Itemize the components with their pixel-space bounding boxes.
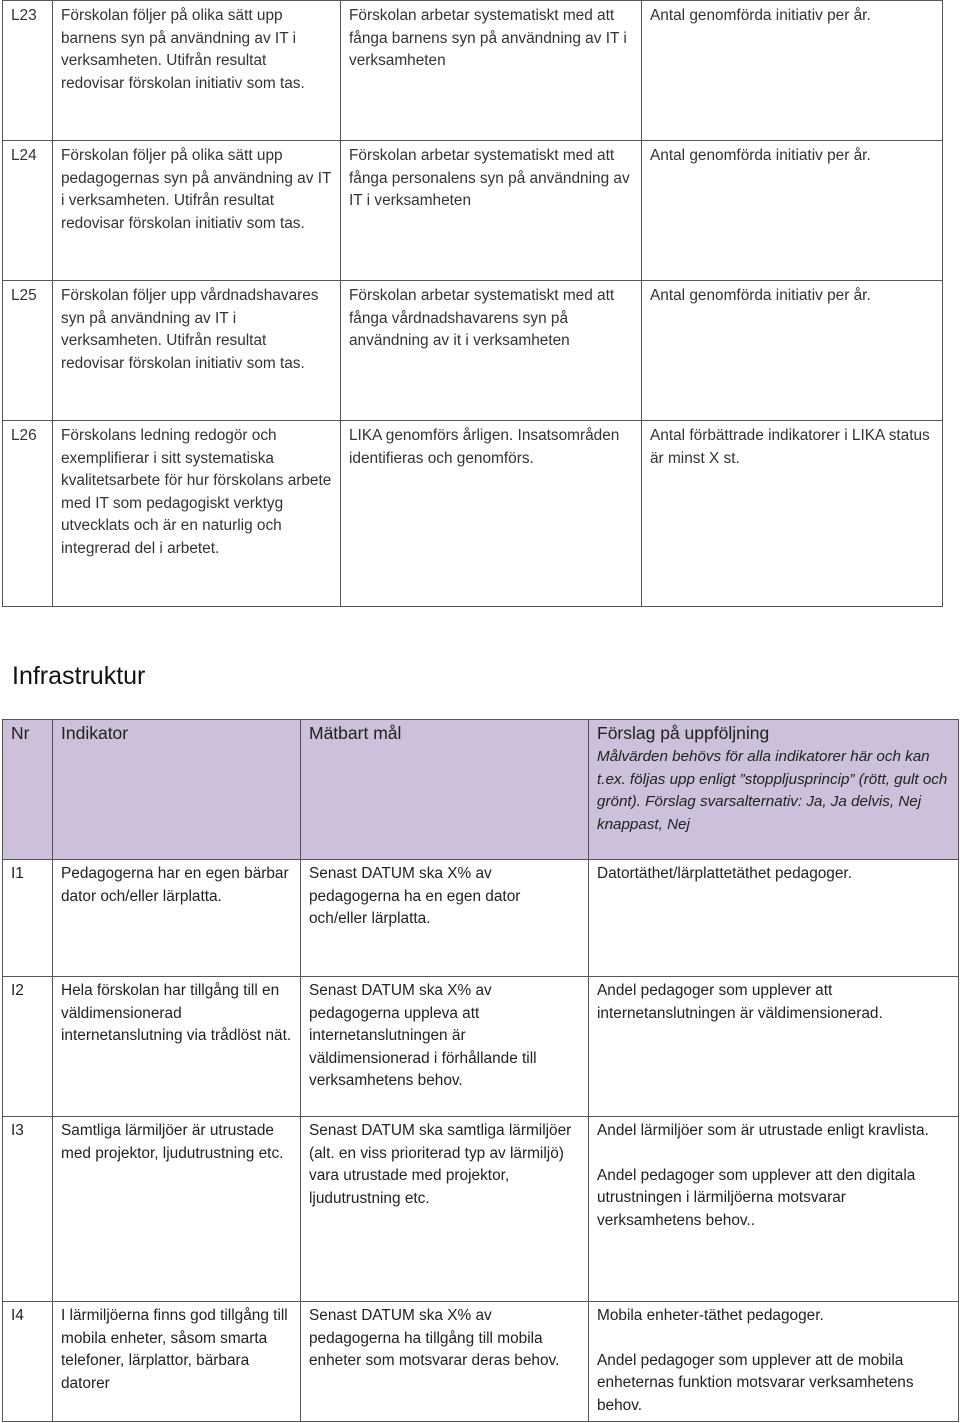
row-number: L25 — [3, 281, 53, 421]
measurable-goal-cell: Förskolan arbetar systematiskt med att fånga personalens syn på användning av IT i verksamheten — [341, 141, 642, 281]
indicator-cell: Förskolan följer på olika sätt upp barnens syn på användning av IT i verksamheten. Utifrån resultat redovisar förskolan initiativ som tas. — [53, 1, 341, 141]
measurable-goal-cell: Förskolan arbetar systematiskt med att fånga barnens syn på användning av IT i verksamheten — [341, 1, 642, 141]
follow-up-text: Andel pedagoger som upplever att den digitala utrustningen i lärmiljöerna motsvarar verksamhetens behov.. — [597, 1166, 916, 1229]
follow-up-cell — [589, 977, 959, 1117]
indicator-cell: I lärmiljöerna finns god tillgång till mobila enheter, såsom smarta telefoner, lärplattor, bärbara datorer — [53, 1302, 301, 1422]
header-indikator: Indikator — [53, 720, 301, 860]
follow-up-text: Andel pedagoger som upplever att internetanslutningen är väldimensionerad. — [597, 982, 883, 1022]
table-row — [3, 1302, 959, 1422]
row-number: I3 — [3, 1117, 53, 1302]
follow-up-cell — [589, 1117, 959, 1302]
follow-up-text: Andel lärmiljöer som är utrustade enligt kravlista. — [597, 1122, 929, 1139]
follow-up-text: Datortäthet/lärplattetäthet pedagoger. — [597, 865, 852, 882]
row-number: I2 — [3, 977, 53, 1117]
row-number: I4 — [3, 1302, 53, 1422]
measurable-goal-cell: Senast DATUM ska X% av pedagogerna uppleva att internetanslutningen är väldimensionerad i förhållande till verksamhetens behov. — [301, 977, 589, 1117]
section-title: Infrastruktur — [12, 662, 146, 690]
follow-up-cell: Antal genomförda initiativ per år. — [642, 281, 943, 421]
table-row — [3, 1117, 959, 1302]
follow-up-text: Andel pedagoger som upplever att de mobila enheternas funktion motsvarar verksamhetens behov. — [597, 1351, 914, 1414]
indicator-table-l — [2, 0, 943, 607]
follow-up-text: Mobila enheter-täthet pedagoger. — [597, 1307, 824, 1324]
indicator-cell: Pedagogerna har en egen bärbar dator och/eller lärplatta. — [53, 860, 301, 977]
table-header-row — [3, 720, 959, 860]
follow-up-cell: Antal genomförda initiativ per år. — [642, 1, 943, 141]
indicator-cell: Förskolan följer på olika sätt upp pedagogernas syn på användning av IT i verksamheten. Utifrån resultat redovisar förskolan initiativ som tas. — [53, 141, 341, 281]
measurable-goal-cell: Förskolan arbetar systematiskt med att fånga vårdnadshavarens syn på användning av it i verksamheten — [341, 281, 642, 421]
follow-up-cell — [589, 860, 959, 977]
table-row — [3, 860, 959, 977]
table-row — [3, 141, 943, 281]
row-number: L24 — [3, 141, 53, 281]
follow-up-cell: Antal förbättrade indikatorer i LIKA status är minst X st. — [642, 421, 943, 607]
table-row — [3, 281, 943, 421]
header-uppfoljning-title: Förslag på uppföljning — [597, 723, 770, 743]
table-row — [3, 1, 943, 141]
indicator-cell: Förskolan följer upp vårdnadshavares syn på användning av IT i verksamheten. Utifrån resultat redovisar förskolan initiativ som tas. — [53, 281, 341, 421]
follow-up-cell: Antal genomförda initiativ per år. — [642, 141, 943, 281]
table-row — [3, 421, 943, 607]
measurable-goal-cell: Senast DATUM ska samtliga lärmiljöer (alt. en viss prioriterad typ av lärmiljö) vara utrustade med projektor, ljudutrustning etc. — [301, 1117, 589, 1302]
header-note: Målvärden behövs för alla indikatorer här och kan t.ex. följas upp enligt ”stoppljusprincip” (rött, gult och grönt). Förslag svarsalternativ: Ja, Ja delvis, Nej knappast, Nej — [597, 748, 948, 833]
header-matbart-mal: Mätbart mål — [301, 720, 589, 860]
measurable-goal-cell: LIKA genomförs årligen. Insatsområden identifieras och genomförs. — [341, 421, 642, 607]
header-uppfoljning — [589, 720, 959, 860]
measurable-goal-cell: Senast DATUM ska X% av pedagogerna ha tillgång till mobila enheter som motsvarar deras behov. — [301, 1302, 589, 1422]
measurable-goal-cell: Senast DATUM ska X% av pedagogerna ha en egen dator och/eller lärplatta. — [301, 860, 589, 977]
row-number: L23 — [3, 1, 53, 141]
table-row — [3, 977, 959, 1117]
indicator-cell: Samtliga lärmiljöer är utrustade med projektor, ljudutrustning etc. — [53, 1117, 301, 1302]
indicator-cell: Förskolans ledning redogör och exemplifierar i sitt systematiska kvalitetsarbete för hur förskolans arbete med IT som pedagogiskt verktyg utvecklats och är en naturlig och integrerad del i arbetet. — [53, 421, 341, 607]
row-number: L26 — [3, 421, 53, 607]
row-number: I1 — [3, 860, 53, 977]
follow-up-cell — [589, 1302, 959, 1422]
header-nr: Nr — [3, 720, 53, 860]
indicator-cell: Hela förskolan har tillgång till en väldimensionerad internetanslutning via trådlöst nät. — [53, 977, 301, 1117]
indicator-table-i — [2, 719, 959, 1422]
